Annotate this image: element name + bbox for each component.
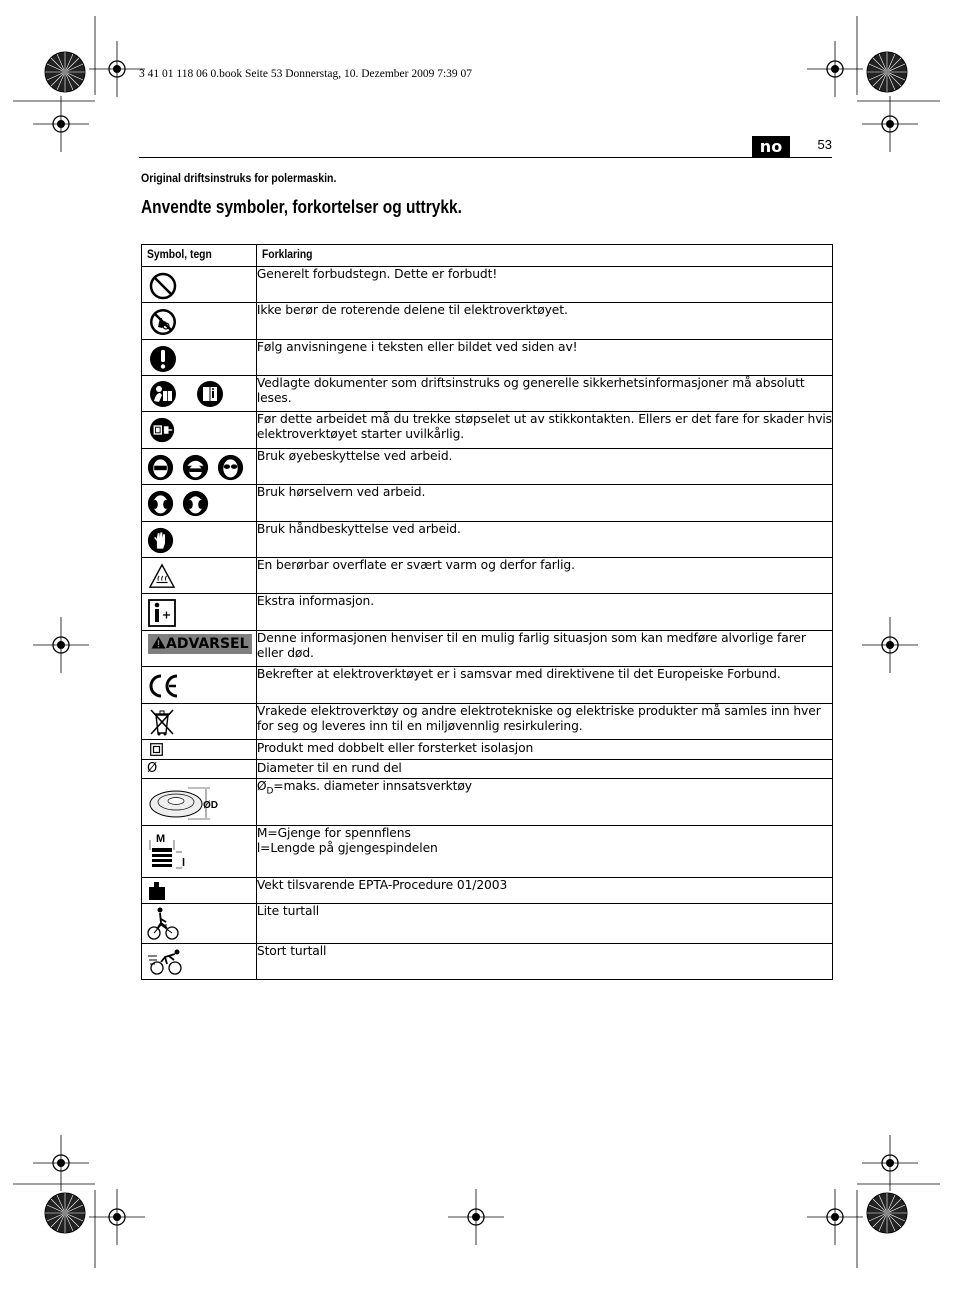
table-row xyxy=(142,594,833,631)
explanation-cell: Stort turtall xyxy=(256,944,832,980)
table-row xyxy=(142,740,833,760)
warning-badge-label: ADVARSEL xyxy=(166,636,249,652)
face-shield-icon xyxy=(147,454,174,481)
ear-protection-icon xyxy=(147,490,174,517)
explanation-cell: Før dette arbeidet må du trekke støpselet ut av stikkontakten. Ellers er det fare for skader hvis elektroverktøyet starter uvilkårlig. xyxy=(256,412,832,449)
diameter-symbol: Ø xyxy=(256,779,267,793)
table-row xyxy=(142,303,833,340)
explanation-cell: Generelt forbudstegn. Dette er forbudt! xyxy=(256,267,832,303)
helmet-goggles-icon xyxy=(182,454,209,481)
explanation-cell: Lite turtall xyxy=(256,904,832,944)
polishing-disc-icon xyxy=(148,783,224,823)
symbol-cell xyxy=(142,267,257,303)
table-row xyxy=(142,485,833,522)
symbol-cell xyxy=(142,303,257,340)
slow-cyclist-icon xyxy=(147,907,179,941)
table-row xyxy=(142,704,833,740)
table-row xyxy=(142,412,833,449)
read-manual-icon xyxy=(148,379,178,409)
disc-label: ØD xyxy=(203,800,218,811)
goggles-icon xyxy=(217,454,244,481)
subscript-d: D xyxy=(266,786,274,797)
table-row xyxy=(142,449,833,485)
table-row xyxy=(142,558,833,594)
symbol-cell xyxy=(142,376,257,412)
symbol-cell xyxy=(142,412,257,449)
symbol-cell xyxy=(142,449,257,485)
header-rule xyxy=(139,157,832,158)
double-insulation-icon xyxy=(150,743,163,756)
thread-label-m: M xyxy=(156,833,166,845)
symbol-cell xyxy=(142,740,257,760)
crossed-bin-icon xyxy=(148,707,176,737)
table-row xyxy=(142,631,833,667)
hot-surface-icon xyxy=(148,563,176,589)
max-diameter-text: =maks. diameter innsatsverktøy xyxy=(273,779,472,793)
ce-mark-icon xyxy=(148,673,180,699)
explanation-cell: Ikke berør de roterende delene til elektroverktøyet. xyxy=(256,303,832,340)
page-number: 53 xyxy=(817,137,832,152)
document-subtitle: Original driftsinstruks for polermaskin. xyxy=(141,171,337,185)
symbol-cell xyxy=(142,340,257,376)
book-info-line: 3 41 01 118 06 0.book Seite 53 Donnerstag, 10. Dezember 2009 7:39 07 xyxy=(139,68,473,80)
symbol-cell xyxy=(142,522,257,558)
glove-icon xyxy=(147,527,174,554)
explanation-cell: Følg anvisningene i teksten eller bildet ved siden av! xyxy=(256,340,832,376)
table-row xyxy=(142,944,833,980)
warning-badge xyxy=(148,634,252,654)
exclamation-icon xyxy=(148,344,178,374)
table-row xyxy=(142,904,833,944)
symbol-cell xyxy=(142,558,257,594)
explanation-cell: Vekt tilsvarende EPTA-Procedure 01/2003 xyxy=(256,878,832,904)
explanation-cell: Bekrefter at elektroverktøyet er i samsvar med direktivene til det Europeiske Forbund. xyxy=(256,667,832,704)
explanation-cell: Vedlagte dokumenter som driftsinstruks og generelle sikkerhetsinformasjoner må absolutt leses. xyxy=(256,376,832,412)
table-row xyxy=(142,760,833,779)
symbol-cell xyxy=(142,667,257,704)
table-row xyxy=(142,878,833,904)
symbol-cell xyxy=(142,594,257,631)
diameter-symbol: Ø xyxy=(147,761,158,776)
ear-protection-icon xyxy=(182,490,209,517)
unplug-icon xyxy=(148,416,176,444)
table-header-row xyxy=(142,245,833,267)
column-header-explanation: Forklaring xyxy=(256,245,832,267)
symbol-cell xyxy=(142,904,257,944)
symbol-cell xyxy=(142,760,257,779)
section-title: Anvendte symboler, forkortelser og uttrykk. xyxy=(141,197,462,217)
thread-label-l: l xyxy=(182,857,186,869)
warning-triangle-icon xyxy=(151,636,166,649)
explanation-cell: Denne informasjonen henviser til en mulig farlig situasjon som kan medføre alvorlige farer eller død. xyxy=(256,631,832,667)
table-row xyxy=(142,376,833,412)
table-row xyxy=(142,522,833,558)
spindle-thread-icon xyxy=(148,830,198,874)
prohibition-icon xyxy=(148,271,178,301)
explanation-cell: En berørbar overflate er svært varm og derfor farlig. xyxy=(256,558,832,594)
symbol-cell xyxy=(142,878,257,904)
symbol-cell xyxy=(142,944,257,980)
table-row xyxy=(142,826,833,878)
symbol-cell xyxy=(142,631,257,667)
symbol-cell xyxy=(142,826,257,878)
explanation-cell: Bruk håndbeskyttelse ved arbeid. xyxy=(256,522,832,558)
table-row xyxy=(142,779,833,826)
explanation-cell: Bruk øyebeskyttelse ved arbeid. xyxy=(256,449,832,485)
symbols-table xyxy=(141,244,833,980)
explanation-cell xyxy=(256,779,832,826)
explanation-cell: M=Gjenge for spennflens l=Lengde på gjengespindelen xyxy=(256,826,832,878)
explanation-cell: Produkt med dobbelt eller forsterket isolasjon xyxy=(256,740,832,760)
symbol-cell xyxy=(142,485,257,522)
table-row xyxy=(142,267,833,303)
explanation-cell: Diameter til en rund del xyxy=(256,760,832,779)
column-header-symbol: Symbol, tegn xyxy=(142,245,257,267)
explanation-cell: Vrakede elektroverktøy og andre elektrotekniske og elektriske produkter må samles inn hver for seg og leveres inn til en miljøvennlig resirkulering. xyxy=(256,704,832,740)
table-row xyxy=(142,667,833,704)
book-icon xyxy=(195,379,225,409)
info-icon xyxy=(148,599,176,627)
fast-cyclist-icon xyxy=(147,948,185,976)
language-badge: no xyxy=(752,136,790,157)
explanation-cell: Ekstra informasjon. xyxy=(256,594,832,631)
symbol-cell xyxy=(142,704,257,740)
no-touch-rotating-icon xyxy=(148,307,178,337)
explanation-cell: Bruk hørselvern ved arbeid. xyxy=(256,485,832,522)
symbol-cell xyxy=(142,779,257,826)
weight-icon xyxy=(148,881,166,901)
table-row xyxy=(142,340,833,376)
